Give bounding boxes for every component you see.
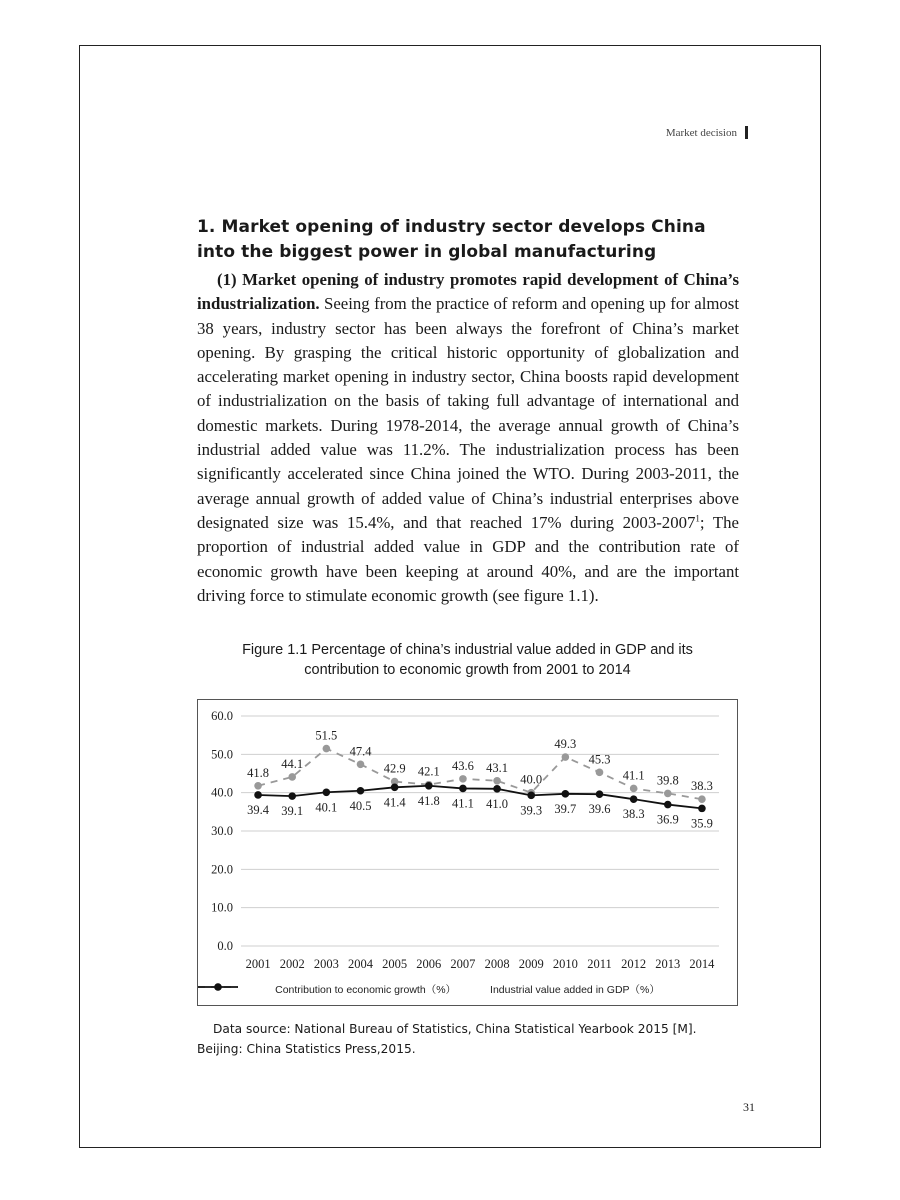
data-label-1: 40.1 bbox=[315, 800, 338, 815]
data-label-0: 41.8 bbox=[247, 765, 270, 780]
data-point-0 bbox=[493, 777, 501, 785]
data-point-1 bbox=[254, 791, 262, 799]
x-tick-label: 2010 bbox=[552, 957, 578, 971]
y-tick-label: 10.0 bbox=[211, 900, 233, 915]
data-point-1 bbox=[391, 784, 399, 792]
data-point-1 bbox=[288, 792, 296, 800]
data-point-1 bbox=[630, 795, 638, 803]
figure-caption bbox=[180, 640, 755, 680]
x-tick-label: 2014 bbox=[689, 957, 715, 971]
data-point-0 bbox=[596, 769, 604, 777]
data-label-1: 39.1 bbox=[281, 804, 304, 819]
data-label-1: 41.0 bbox=[486, 796, 509, 811]
data-label-1: 39.6 bbox=[588, 802, 611, 817]
data-label-0: 47.4 bbox=[349, 744, 372, 759]
legend-label-contribution: Contribution to economic growth（%） bbox=[275, 984, 457, 996]
data-label-1: 39.7 bbox=[554, 801, 577, 816]
data-point-0 bbox=[459, 775, 467, 783]
y-tick-label: 20.0 bbox=[211, 862, 233, 877]
y-tick-label: 50.0 bbox=[211, 747, 233, 762]
running-head-text: Market decision bbox=[665, 126, 737, 139]
data-label-0: 38.3 bbox=[690, 779, 713, 794]
data-label-0: 43.1 bbox=[486, 760, 509, 775]
data-point-1 bbox=[425, 782, 433, 790]
x-tick-label: 2004 bbox=[348, 957, 373, 971]
page-number: 31 bbox=[743, 1100, 755, 1114]
data-point-1 bbox=[596, 790, 604, 798]
y-tick-label: 30.0 bbox=[211, 824, 233, 838]
data-source-note: Data source: National Bureau of Statistics, China Statistical Yearbook 2015 [M]. Beijing: China Statistics Press,2015. bbox=[197, 1022, 697, 1056]
data-point-1 bbox=[527, 792, 535, 800]
chart bbox=[197, 699, 738, 1006]
data-point-0 bbox=[323, 745, 331, 753]
figure-caption-line-2: contribution to economic growth from 2001 to 2014 bbox=[304, 662, 631, 678]
data-point-0 bbox=[630, 785, 638, 793]
data-point-1 bbox=[562, 790, 570, 798]
body-paragraph bbox=[197, 268, 739, 608]
data-label-1: 41.8 bbox=[417, 793, 440, 808]
x-tick-label: 2001 bbox=[245, 957, 271, 971]
section-title: 1. Market opening of industry sector develops China into the biggest power in global manufacturing bbox=[197, 217, 706, 262]
data-label-0: 44.1 bbox=[281, 756, 304, 771]
data-label-1: 35.9 bbox=[690, 816, 713, 831]
data-point-0 bbox=[698, 795, 706, 803]
data-label-1: 39.3 bbox=[520, 803, 543, 818]
legend-item-contribution bbox=[275, 982, 456, 997]
data-label-0: 49.3 bbox=[554, 737, 577, 752]
data-label-0: 39.8 bbox=[656, 773, 679, 788]
data-label-1: 38.3 bbox=[622, 807, 645, 822]
running-head-bar bbox=[745, 126, 748, 139]
x-tick-label: 2005 bbox=[382, 957, 408, 971]
chart-legend bbox=[198, 982, 737, 997]
data-label-1: 40.5 bbox=[349, 798, 372, 813]
x-tick-label: 2013 bbox=[655, 957, 681, 971]
y-tick-label: 40.0 bbox=[211, 785, 233, 800]
data-label-0: 43.6 bbox=[451, 758, 474, 773]
x-tick-label: 2006 bbox=[416, 957, 442, 971]
x-tick-label: 2012 bbox=[621, 957, 647, 971]
data-point-0 bbox=[562, 753, 570, 761]
x-tick-label: 2003 bbox=[313, 957, 339, 971]
data-label-1: 39.4 bbox=[247, 802, 270, 817]
running-head bbox=[666, 126, 748, 139]
chart-plot bbox=[198, 700, 737, 980]
paragraph-text-2: ; The proportion of industrial added value in GDP and the contribution rate of economic growth have been keeping at around 40%, and are the important driving force to stimulate economic growth (see figure 1.1). bbox=[197, 512, 739, 605]
data-point-0 bbox=[357, 761, 365, 769]
x-tick-label: 2007 bbox=[450, 957, 476, 971]
data-point-1 bbox=[493, 785, 501, 793]
data-label-1: 41.1 bbox=[451, 796, 474, 811]
data-point-1 bbox=[698, 805, 706, 813]
data-point-1 bbox=[357, 787, 365, 795]
data-point-1 bbox=[323, 788, 331, 796]
data-label-0: 42.1 bbox=[417, 764, 440, 779]
data-point-1 bbox=[664, 801, 672, 809]
legend-item-industrial bbox=[490, 982, 660, 997]
x-tick-label: 2011 bbox=[587, 957, 612, 971]
data-label-0: 42.9 bbox=[383, 761, 406, 776]
data-label-0: 45.3 bbox=[588, 752, 611, 767]
data-label-0: 51.5 bbox=[315, 728, 338, 743]
paragraph-text-1: Seeing from the practice of reform and opening up for almost 38 years, industry sector has been always the forefront of China’s market opening. By grasping the critical historic opportunity of globalization and accelerating market opening in industry sector, China boosts rapid development of industrialization on the basis of taking full advantage of international and domestic markets. During 1978-2014, the average annual growth of China’s industrial added value was 11.2%. The industrialization process has been significantly accelerated since China joined the WTO. During 2003-2011, the average annual growth of added value of China’s industrial enterprises above designated size was 15.4%, and that reached 17% during 2003-2007 bbox=[197, 294, 739, 532]
data-label-1: 36.9 bbox=[656, 812, 679, 827]
figure-caption-line-1: Figure 1.1 Percentage of china’s industrial value added in GDP and its bbox=[242, 642, 693, 658]
footnote-ref: 1 bbox=[695, 513, 700, 524]
data-point-0 bbox=[664, 790, 672, 798]
data-label-1: 41.4 bbox=[383, 795, 406, 810]
legend-label-industrial: Industrial value added in GDP（%） bbox=[490, 984, 660, 996]
paragraph-lead: (1) Market opening of industry promotes rapid development of China’s industrialization. bbox=[197, 270, 739, 314]
data-point-0 bbox=[288, 773, 296, 781]
data-point-1 bbox=[459, 785, 467, 793]
y-tick-label: 60.0 bbox=[211, 709, 233, 723]
x-tick-label: 2009 bbox=[518, 957, 544, 971]
data-point-0 bbox=[254, 782, 262, 790]
data-label-0: 41.1 bbox=[622, 768, 645, 783]
data-label-0: 40.0 bbox=[520, 772, 543, 787]
x-tick-label: 2002 bbox=[279, 957, 305, 971]
legend-swatch-solid bbox=[198, 982, 238, 992]
y-tick-label: 0.0 bbox=[217, 939, 233, 953]
x-tick-label: 2008 bbox=[484, 957, 510, 971]
